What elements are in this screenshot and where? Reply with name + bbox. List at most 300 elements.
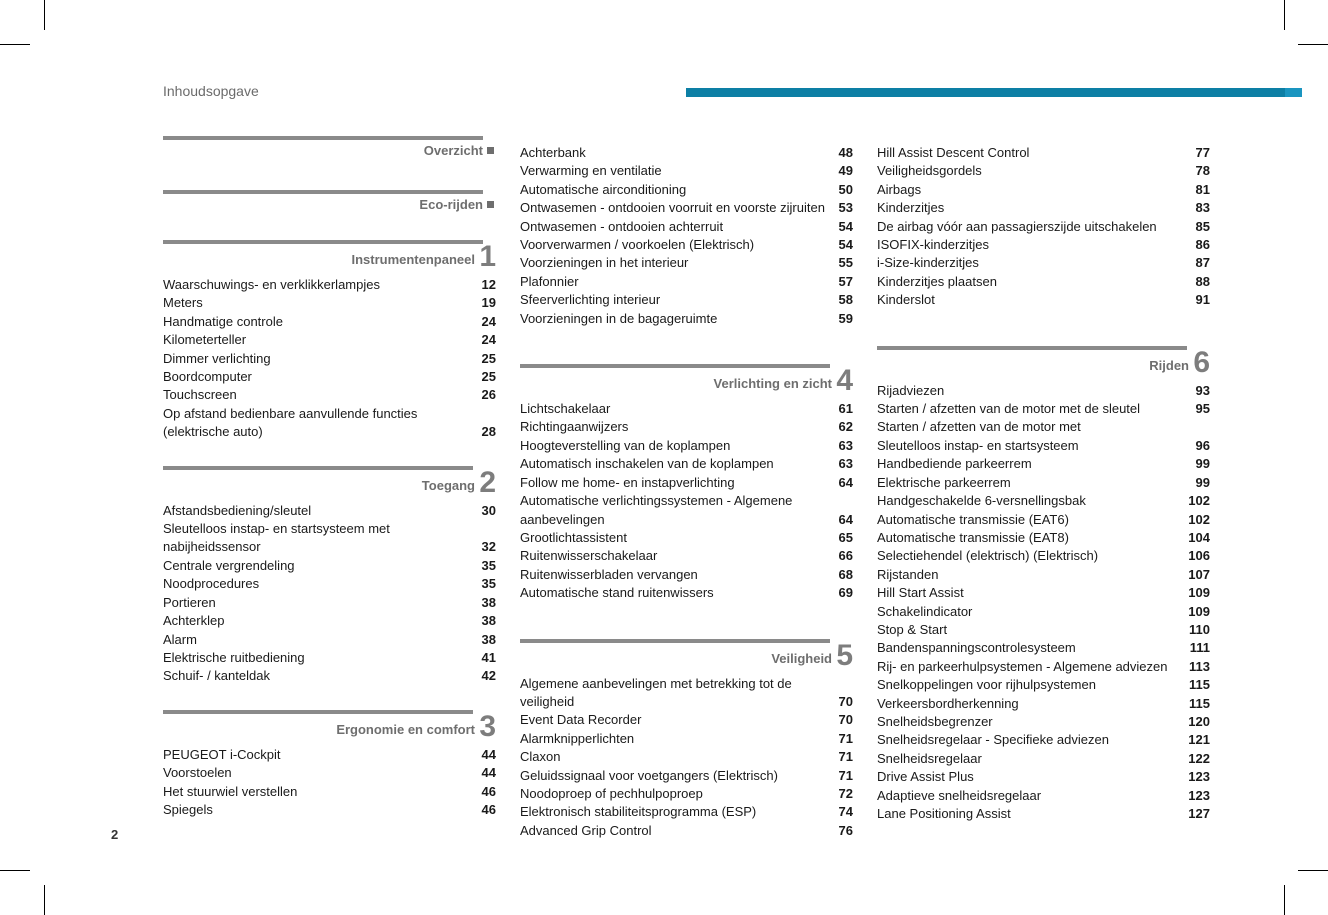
entry-list xyxy=(520,675,853,841)
toc-entry[interactable] xyxy=(877,511,1210,529)
toc-entry-label: Voorverwarmen / voorkoelen (Elektrisch) xyxy=(520,237,755,253)
toc-entry-label: Plafonnier xyxy=(520,273,579,289)
toc-entry-page: 68 xyxy=(838,566,853,582)
toc-entry[interactable] xyxy=(520,675,853,693)
toc-entry-label: Hill Assist Descent Control xyxy=(877,145,1030,160)
toc-entry-page: 54 xyxy=(838,237,853,253)
toc-entry-label: Sleutelloos instap- en startsysteem met xyxy=(163,521,390,537)
toc-entry[interactable] xyxy=(877,236,1210,254)
toc-entry[interactable] xyxy=(163,801,496,819)
toc-entry-label: Kinderzitjes plaatsen xyxy=(877,273,997,289)
toc-entry[interactable] xyxy=(877,603,1210,621)
toc-entry-page: 46 xyxy=(481,801,496,817)
toc-entry[interactable] xyxy=(163,594,496,612)
toc-entry[interactable] xyxy=(163,368,496,386)
toc-entry[interactable] xyxy=(520,181,853,199)
toc-entry[interactable] xyxy=(877,218,1210,236)
toc-entry-label: Hoogteverstelling van de koplampen xyxy=(520,437,731,453)
toc-entry-page: 26 xyxy=(481,387,496,403)
toc-entry-label: Verwarming en ventilatie xyxy=(520,163,662,179)
toc-entry-page: 61 xyxy=(838,401,853,417)
toc-entry-label: Voorzieningen in het interieur xyxy=(520,255,689,271)
toc-entry-page: 123 xyxy=(1188,769,1210,785)
toc-entry[interactable] xyxy=(877,566,1210,584)
toc-entry[interactable] xyxy=(520,291,853,309)
section-title: Ergonomie en comfort xyxy=(336,721,475,737)
toc-entry-page: 64 xyxy=(838,511,853,527)
toc-entry[interactable] xyxy=(163,276,496,294)
toc-entry-label: Kinderslot xyxy=(877,292,935,308)
toc-entry-page: 46 xyxy=(481,783,496,799)
section-header-overzicht[interactable] xyxy=(163,136,496,164)
toc-entry-page: 69 xyxy=(838,585,853,601)
crop-mark xyxy=(44,885,45,915)
toc-entry[interactable] xyxy=(163,667,496,685)
toc-entry-label: Drive Assist Plus xyxy=(877,769,974,785)
toc-entry-label: Richtingaanwijzers xyxy=(520,419,629,435)
toc-entry[interactable] xyxy=(877,144,1210,162)
toc-entry-label: Achterklep xyxy=(163,613,225,629)
toc-entry-label: Adaptieve snelheidsregelaar xyxy=(877,787,1042,803)
toc-entry[interactable] xyxy=(877,418,1210,436)
toc-entry[interactable] xyxy=(163,538,496,556)
toc-entry-page: 64 xyxy=(838,474,853,490)
section-number: 4 xyxy=(836,364,853,398)
toc-entry-label: Achterbank xyxy=(520,145,586,160)
toc-entry[interactable] xyxy=(520,144,853,162)
toc-column-2 xyxy=(520,144,853,840)
toc-entry-label: Bandenspanningscontrolesysteem xyxy=(877,640,1076,656)
toc-entry[interactable] xyxy=(163,294,496,312)
toc-entry-label: Starten / afzetten van de motor met de sleutel xyxy=(877,401,1141,417)
toc-entry-label: Ruitenwisserbladen vervangen xyxy=(520,566,698,582)
toc-entry-page: 109 xyxy=(1188,585,1210,601)
section-title: Rijden xyxy=(1149,357,1189,373)
crop-mark xyxy=(1298,44,1328,45)
entry-list xyxy=(163,746,496,820)
square-bullet-icon xyxy=(487,201,494,208)
toc-entry-page: 55 xyxy=(838,255,853,271)
toc-entry-label: Dimmer verlichting xyxy=(163,350,271,366)
toc-entry-label: Waarschuwings- en verklikkerlampjes xyxy=(163,277,380,292)
section-header-1[interactable] xyxy=(163,240,496,273)
toc-entry-page: 85 xyxy=(1195,218,1210,234)
toc-entry-label: Handgeschakelde 6-versnellingsbak xyxy=(877,493,1086,509)
toc-entry-page: 57 xyxy=(838,273,853,289)
toc-entry-page: 72 xyxy=(838,785,853,801)
toc-entry-label: Grootlichtassistent xyxy=(520,529,627,545)
toc-entry-label: Selectiehendel (elektrisch) (Elektrisch) xyxy=(877,548,1099,564)
toc-entry-label: Voorstoelen xyxy=(163,765,232,781)
toc-entry[interactable] xyxy=(877,455,1210,473)
toc-entry-label: Automatische stand ruitenwissers xyxy=(520,585,714,601)
toc-entry-label: (elektrische auto) xyxy=(163,424,263,440)
section-number: 2 xyxy=(479,465,496,499)
toc-entry-label: Sleutelloos instap- en startsysteem xyxy=(877,437,1079,453)
toc-entry[interactable] xyxy=(163,764,496,782)
entry-list xyxy=(877,144,1210,310)
toc-entry-label: Kinderzitjes xyxy=(877,200,945,216)
toc-entry-page: 25 xyxy=(481,350,496,366)
section-title: Instrumentenpaneel xyxy=(351,252,475,267)
toc-entry[interactable] xyxy=(163,612,496,630)
toc-entry-page: 99 xyxy=(1195,474,1210,490)
toc-entry[interactable] xyxy=(520,785,853,803)
toc-entry[interactable] xyxy=(877,273,1210,291)
toc-entry-page: 49 xyxy=(838,163,853,179)
toc-entry-page: 38 xyxy=(481,631,496,647)
toc-entry-label: Meters xyxy=(163,295,203,311)
toc-entry[interactable] xyxy=(520,455,853,473)
toc-entry[interactable] xyxy=(520,418,853,436)
toc-entry-page: 58 xyxy=(838,292,853,308)
toc-entry-label: Snelheidsregelaar xyxy=(877,750,982,766)
crop-mark xyxy=(44,0,45,30)
toc-entry-page: 25 xyxy=(481,369,496,385)
toc-entry[interactable] xyxy=(520,711,853,729)
toc-entry-page: 74 xyxy=(838,804,853,820)
toc-entry[interactable] xyxy=(163,405,496,423)
toc-entry-page: 54 xyxy=(838,218,853,234)
toc-entry[interactable] xyxy=(520,693,853,711)
toc-entry-page: 63 xyxy=(838,437,853,453)
toc-entry-label: Snelkoppelingen voor rijhulpsystemen xyxy=(877,677,1096,693)
toc-entry-page: 76 xyxy=(838,822,853,838)
toc-entry-page: 32 xyxy=(481,539,496,555)
toc-entry-label: Veiligheidsgordels xyxy=(877,163,982,179)
toc-entry[interactable] xyxy=(520,162,853,180)
toc-entry-page: 77 xyxy=(1195,145,1210,160)
toc-entry-page: 38 xyxy=(481,594,496,610)
toc-entry-label: Lichtschakelaar xyxy=(520,401,611,417)
entry-list xyxy=(163,276,496,442)
section-header-2[interactable] xyxy=(163,465,496,499)
toc-entry-label: Airbags xyxy=(877,181,922,197)
toc-entry-page: 71 xyxy=(838,767,853,783)
toc-entry[interactable] xyxy=(877,254,1210,272)
toc-entry-label: Kilometerteller xyxy=(163,332,247,348)
header-accent-bar xyxy=(686,88,1302,97)
toc-entry[interactable] xyxy=(163,313,496,331)
section-title: Toegang xyxy=(421,477,475,493)
crop-mark xyxy=(1284,885,1285,915)
toc-entry-label: Rijstanden xyxy=(877,566,939,582)
toc-entry-label: Handbediende parkeerrem xyxy=(877,456,1032,472)
toc-entry-page: 44 xyxy=(481,765,496,781)
toc-entry-page: 93 xyxy=(1195,382,1210,398)
toc-entry-page: 88 xyxy=(1195,273,1210,289)
toc-entry-label: Automatische transmissie (EAT6) xyxy=(877,511,1069,527)
section-header-4[interactable] xyxy=(520,364,853,398)
toc-entry[interactable] xyxy=(877,658,1210,676)
toc-entry-page: 12 xyxy=(481,277,496,292)
toc-entry-page: 41 xyxy=(481,649,496,665)
toc-entry-label: De airbag vóór aan passagierszijde uitschakelen xyxy=(877,218,1157,234)
toc-entry-page: 120 xyxy=(1188,713,1210,729)
toc-entry-label: Alarm xyxy=(163,631,197,647)
toc-entry-page: 78 xyxy=(1195,163,1210,179)
toc-entry-page: 91 xyxy=(1195,292,1210,308)
toc-entry-label: Claxon xyxy=(520,749,561,765)
toc-entry-label: Snelheidsregelaar - Specifieke adviezen xyxy=(877,732,1109,748)
toc-entry-page: 59 xyxy=(838,310,853,326)
toc-entry-label: Verkeersbordherkenning xyxy=(877,695,1019,711)
toc-entry[interactable] xyxy=(877,382,1210,400)
toc-entry[interactable] xyxy=(163,520,496,538)
toc-entry-label: Schuif- / kanteldak xyxy=(163,668,270,684)
toc-entry-page: 102 xyxy=(1188,493,1210,509)
toc-entry[interactable] xyxy=(163,423,496,441)
toc-entry-page: 71 xyxy=(838,730,853,746)
section-number: 1 xyxy=(479,240,496,273)
toc-entry-page: 123 xyxy=(1188,787,1210,803)
toc-entry[interactable] xyxy=(877,492,1210,510)
toc-entry-label: Alarmknipperlichten xyxy=(520,730,635,746)
toc-entry[interactable] xyxy=(520,218,853,236)
toc-entry-page: 127 xyxy=(1188,806,1210,821)
toc-entry-label: Stop & Start xyxy=(877,621,948,637)
toc-entry[interactable] xyxy=(877,676,1210,694)
toc-entry[interactable] xyxy=(877,713,1210,731)
toc-entry-label: Ontwasemen - ontdooien voorruit en voorste zijruiten xyxy=(520,200,825,216)
toc-entry-label: ISOFIX-kinderzitjes xyxy=(877,237,989,253)
header-accent-bar-end xyxy=(1285,88,1302,97)
toc-entry[interactable] xyxy=(163,386,496,404)
toc-entry-label: aanbevelingen xyxy=(520,511,605,527)
toc-entry-label: Advanced Grip Control xyxy=(520,822,652,838)
toc-entry[interactable] xyxy=(520,803,853,821)
toc-entry[interactable] xyxy=(520,310,853,328)
toc-entry-label: Handmatige controle xyxy=(163,313,283,329)
toc-entry[interactable] xyxy=(163,331,496,349)
toc-entry-page: 106 xyxy=(1188,548,1210,564)
toc-entry-page: 63 xyxy=(838,456,853,472)
toc-entry-page: 42 xyxy=(481,668,496,684)
toc-entry-label: Automatische airconditioning xyxy=(520,181,687,197)
toc-entry[interactable] xyxy=(163,783,496,801)
toc-entry[interactable] xyxy=(520,254,853,272)
toc-entry-label: veiligheid xyxy=(520,693,575,709)
entry-list xyxy=(520,400,853,602)
toc-entry[interactable] xyxy=(520,437,853,455)
section-title: Verlichting en zicht xyxy=(713,376,832,392)
section-header-5[interactable] xyxy=(520,638,853,672)
toc-entry-label: Noodoproep of pechhulpoproep xyxy=(520,785,703,801)
toc-entry-label: Algemene aanbevelingen met betrekking tot de xyxy=(520,675,792,691)
toc-entry-label: Event Data Recorder xyxy=(520,712,642,728)
toc-entry-page: 99 xyxy=(1195,456,1210,472)
page-title: Inhoudsopgave xyxy=(163,83,259,99)
toc-entry[interactable] xyxy=(877,437,1210,455)
toc-entry-page: 86 xyxy=(1195,237,1210,253)
toc-entry-label: PEUGEOT i-Cockpit xyxy=(163,746,281,762)
toc-entry-label: Ruitenwisserschakelaar xyxy=(520,548,658,564)
section-number: 5 xyxy=(836,638,853,672)
toc-entry[interactable] xyxy=(163,575,496,593)
section-header-6[interactable] xyxy=(877,345,1210,379)
toc-entry-page: 70 xyxy=(838,712,853,728)
entry-list xyxy=(163,502,496,686)
toc-entry-page: 111 xyxy=(1189,640,1210,656)
toc-entry-page: 28 xyxy=(481,424,496,440)
toc-entry[interactable] xyxy=(877,695,1210,713)
toc-entry-label: Centrale vergrendeling xyxy=(163,557,295,573)
crop-mark xyxy=(0,870,30,871)
toc-entry-label: Ontwasemen - ontdooien achterruit xyxy=(520,218,724,234)
toc-entry[interactable] xyxy=(877,787,1210,805)
toc-entry-page: 50 xyxy=(838,181,853,197)
toc-entry-page: 24 xyxy=(481,332,496,348)
crop-mark xyxy=(1298,870,1328,871)
toc-entry-label: Hill Start Assist xyxy=(877,585,964,601)
toc-entry[interactable] xyxy=(877,639,1210,657)
section-number: 3 xyxy=(479,709,496,743)
entry-list xyxy=(520,144,853,328)
toc-entry[interactable] xyxy=(163,502,496,520)
toc-entry-page: 81 xyxy=(1195,181,1210,197)
toc-entry-page: 44 xyxy=(481,746,496,762)
toc-entry-page: 38 xyxy=(481,613,496,629)
toc-entry-page: 83 xyxy=(1195,200,1210,216)
toc-entry-page: 109 xyxy=(1188,603,1210,619)
toc-entry[interactable] xyxy=(520,492,853,510)
toc-entry-page: 104 xyxy=(1188,529,1210,545)
toc-entry-page: 66 xyxy=(838,548,853,564)
toc-entry-page: 70 xyxy=(838,693,853,709)
toc-entry[interactable] xyxy=(520,236,853,254)
toc-entry-page: 102 xyxy=(1188,511,1210,527)
toc-entry-page: 65 xyxy=(838,529,853,545)
toc-entry-page: 110 xyxy=(1189,621,1210,637)
toc-entry-page: 30 xyxy=(481,502,496,518)
toc-entry-page: 53 xyxy=(838,200,853,216)
toc-entry[interactable] xyxy=(877,731,1210,749)
crop-mark xyxy=(1284,0,1285,30)
toc-entry[interactable] xyxy=(520,730,853,748)
toc-entry-label: nabijheidssensor xyxy=(163,539,261,555)
toc-entry[interactable] xyxy=(877,291,1210,309)
toc-entry-label: Afstandsbediening/sleutel xyxy=(163,502,312,518)
toc-entry[interactable] xyxy=(163,557,496,575)
toc-entry[interactable] xyxy=(877,805,1210,823)
toc-entry[interactable] xyxy=(163,350,496,368)
toc-entry[interactable] xyxy=(520,273,853,291)
toc-entry[interactable] xyxy=(520,547,853,565)
toc-entry-page: 71 xyxy=(838,749,853,765)
toc-entry[interactable] xyxy=(520,584,853,602)
crop-mark xyxy=(0,44,30,45)
toc-entry-label: Elektrische ruitbediening xyxy=(163,649,305,665)
toc-entry[interactable] xyxy=(520,748,853,766)
toc-entry[interactable] xyxy=(877,199,1210,217)
toc-entry[interactable] xyxy=(520,529,853,547)
toc-entry[interactable] xyxy=(163,649,496,667)
toc-entry-label: Lane Positioning Assist xyxy=(877,806,1011,821)
square-bullet-icon xyxy=(487,147,494,154)
toc-entry[interactable] xyxy=(877,547,1210,565)
toc-entry-label: Touchscreen xyxy=(163,387,237,403)
toc-entry-page: 96 xyxy=(1195,437,1210,453)
toc-entry[interactable] xyxy=(520,474,853,492)
toc-entry[interactable] xyxy=(520,767,853,785)
toc-entry[interactable] xyxy=(520,400,853,418)
toc-entry[interactable] xyxy=(520,822,853,840)
toc-entry[interactable] xyxy=(877,162,1210,180)
toc-entry[interactable] xyxy=(877,768,1210,786)
toc-entry-page: 48 xyxy=(838,145,853,160)
toc-entry[interactable] xyxy=(520,199,853,217)
section-number: 6 xyxy=(1193,345,1210,379)
toc-entry-label: Geluidssignaal voor voetgangers (Elektrisch) xyxy=(520,767,778,783)
toc-entry-label: Portieren xyxy=(163,594,216,610)
toc-entry-page: 62 xyxy=(838,419,853,435)
toc-entry-label: Spiegels xyxy=(163,801,213,817)
toc-entry-label: Het stuurwiel verstellen xyxy=(163,783,298,799)
page-number: 2 xyxy=(111,827,119,842)
toc-entry-page: 107 xyxy=(1188,566,1210,582)
toc-entry[interactable] xyxy=(877,621,1210,639)
toc-entry-page: 19 xyxy=(481,295,496,311)
toc-entry[interactable] xyxy=(877,474,1210,492)
toc-entry-page: 113 xyxy=(1189,658,1210,674)
section-title: Eco-rijden xyxy=(419,197,483,212)
toc-entry[interactable] xyxy=(520,511,853,529)
toc-entry-page: 24 xyxy=(481,313,496,329)
toc-entry-page: 35 xyxy=(481,576,496,592)
section-header-3[interactable] xyxy=(163,709,496,743)
toc-entry-label: Op afstand bedienbare aanvullende functies xyxy=(163,405,418,421)
toc-entry[interactable] xyxy=(877,584,1210,602)
toc-entry-page: 122 xyxy=(1188,750,1210,766)
toc-entry-label: Follow me home- en instapverlichting xyxy=(520,474,735,490)
toc-column-1 xyxy=(163,136,496,819)
toc-column-3 xyxy=(877,144,1210,823)
toc-entry-label: Elektronisch stabiliteitsprogramma (ESP) xyxy=(520,804,757,820)
toc-entry[interactable] xyxy=(877,181,1210,199)
toc-entry-label: Schakelindicator xyxy=(877,603,973,619)
toc-entry-page: 95 xyxy=(1195,401,1210,417)
toc-entry-page: 115 xyxy=(1189,695,1210,711)
toc-entry-label: Sfeerverlichting interieur xyxy=(520,292,661,308)
toc-entry-page: 87 xyxy=(1195,255,1210,271)
toc-entry[interactable] xyxy=(163,631,496,649)
toc-entry-label: i-Size-kinderzitjes xyxy=(877,255,979,271)
section-title: Veiligheid xyxy=(771,650,832,666)
toc-entry-label: Automatische transmissie (EAT8) xyxy=(877,529,1069,545)
toc-entry[interactable] xyxy=(877,750,1210,768)
toc-entry-label: Voorzieningen in de bagageruimte xyxy=(520,310,718,326)
toc-entry-label: Starten / afzetten van de motor met xyxy=(877,419,1081,435)
toc-entry-page: 35 xyxy=(481,557,496,573)
toc-entry-label: Snelheidsbegrenzer xyxy=(877,713,993,729)
entry-list xyxy=(877,382,1210,824)
toc-entry-label: Rijadviezen xyxy=(877,382,945,398)
toc-entry-label: Noodprocedures xyxy=(163,576,260,592)
toc-entry-label: Elektrische parkeerrem xyxy=(877,474,1011,490)
toc-entry[interactable] xyxy=(877,529,1210,547)
toc-entry[interactable] xyxy=(877,400,1210,418)
section-title: Overzicht xyxy=(423,143,483,158)
toc-entry-page: 121 xyxy=(1188,732,1210,748)
toc-entry-label: Automatisch inschakelen van de koplampen xyxy=(520,456,774,472)
toc-entry-page: 115 xyxy=(1189,677,1210,693)
toc-entry-label: Automatische verlichtingssystemen - Algemene xyxy=(520,493,793,509)
section-header-eco-rijden[interactable] xyxy=(163,190,496,218)
toc-entry[interactable] xyxy=(520,566,853,584)
toc-entry[interactable] xyxy=(163,746,496,764)
toc-entry-label: Boordcomputer xyxy=(163,369,252,385)
toc-entry-label: Rij- en parkeerhulpsystemen - Algemene adviezen xyxy=(877,658,1168,674)
